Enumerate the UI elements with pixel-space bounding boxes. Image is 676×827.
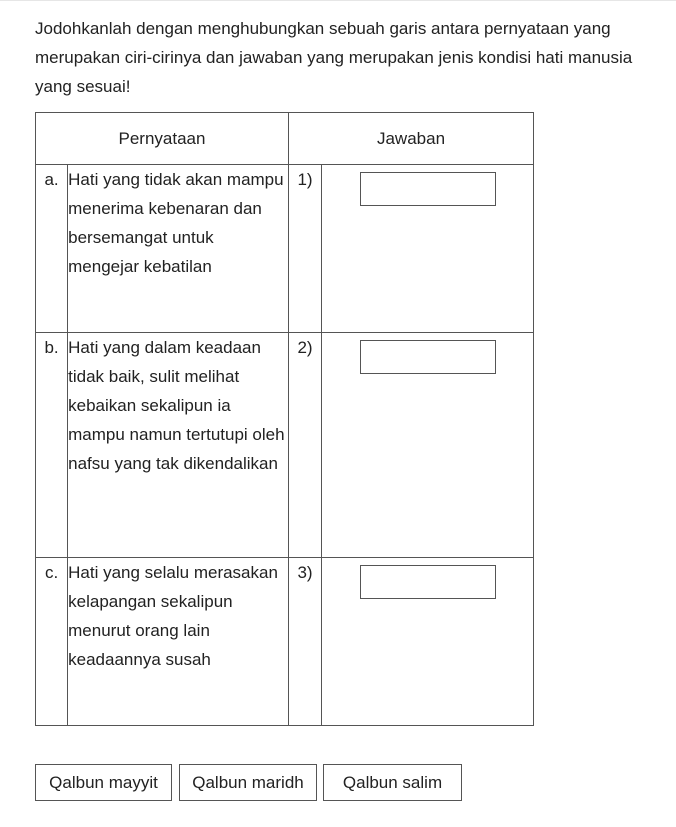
row-number: 1): [289, 165, 322, 333]
answer-box-3[interactable]: [360, 565, 496, 599]
row-statement: Hati yang tidak akan mampu menerima kebenaran dan bersemangat untuk mengejar kebatilan: [68, 165, 289, 333]
matching-table: [35, 112, 534, 726]
answer-cell: [322, 165, 534, 333]
answer-cell: [322, 333, 534, 558]
row-letter: a.: [36, 165, 68, 333]
answer-box-2[interactable]: [360, 340, 496, 374]
header-answer: Jawaban: [289, 113, 534, 165]
row-number: 2): [289, 333, 322, 558]
option-qalbun-mayyit[interactable]: Qalbun mayyit: [35, 764, 172, 801]
table-header-row: [36, 113, 534, 165]
option-qalbun-salim[interactable]: Qalbun salim: [323, 764, 462, 801]
instruction-text: Jodohkanlah dengan menghubungkan sebuah garis antara pernyataan yang merupakan ciri-cirinya dan jawaban yang merupakan jenis kondisi hati manusia yang sesuai!: [35, 19, 633, 96]
row-statement: Hati yang selalu merasakan kelapangan sekalipun menurut orang lain keadaannya susah: [68, 558, 289, 726]
table-row: [36, 558, 534, 726]
row-letter: c.: [36, 558, 68, 726]
row-number: 3): [289, 558, 322, 726]
row-statement: Hati yang dalam keadaan tidak baik, sulit melihat kebaikan sekalipun ia mampu namun tertutupi oleh nafsu yang tak dikendalikan: [68, 333, 289, 558]
header-statement: Pernyataan: [36, 113, 289, 165]
answer-box-1[interactable]: [360, 172, 496, 206]
option-qalbun-maridh[interactable]: Qalbun maridh: [179, 764, 317, 801]
answer-cell: [322, 558, 534, 726]
table-row: [36, 333, 534, 558]
row-letter: b.: [36, 333, 68, 558]
table-row: [36, 165, 534, 333]
top-divider: [0, 0, 676, 1]
